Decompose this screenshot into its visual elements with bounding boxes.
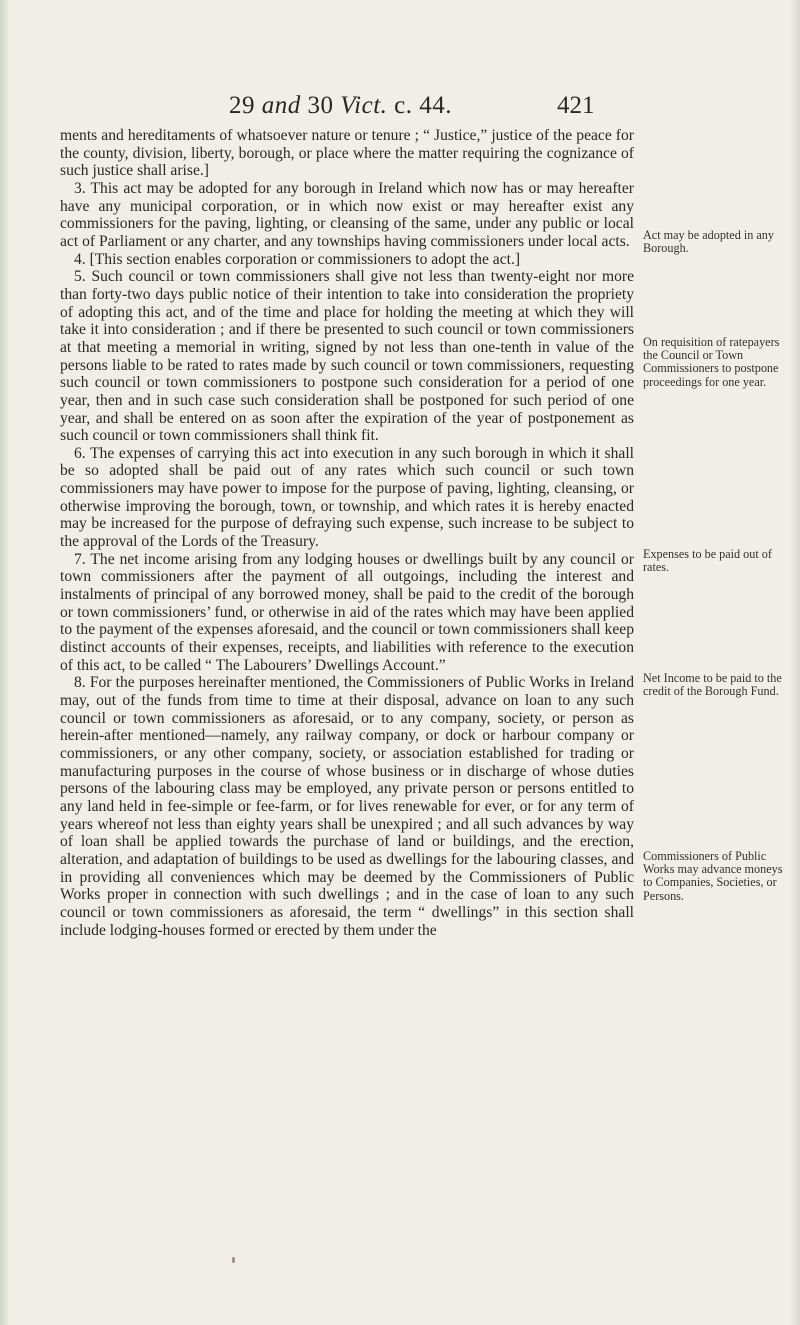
page-header <box>0 92 800 122</box>
page-edge-left <box>0 0 8 1325</box>
paragraph-section-8: 8. For the purposes hereinafter mentioned, the Commissioners of Public Works in Ireland may, out of the funds from time to time at their disposal, advance on loan to any such council or town commissioners as aforesaid, or to any company, society, or person as herein-after mentioned—namely, any railway company, or dock or harbour company or commissioners, or any other company, society, or association established for trading or manufacturing purposes in the course of whose business or in discharge of whose duties persons of the labouring class may be employed, any private person or persons entitled to any land held in fee-simple or fee-farm, or for lives renewable for ever, or for any term of years whereof not less than eighty years shall be unexpired ; and all such advances by way of loan shall be applied towards the purchase of land or buildings, and the erection, alteration, and adaptation of buildings to be used as dwellings for the labouring classes, and in providing all conveniences which may be deemed by the Commissioners of Public Works proper in connection with such dwellings ; and in the case of loan to any such council or town commissioners as aforesaid, the term “ dwellings” in this section shall include lodging-houses formed or erected by them under the <box>60 674 634 939</box>
paragraph: ments and hereditaments of whatsoever nature or tenure ; “ Justice,” justice of the peace for the county, division, liberty, borough, or place where the matter requiring the cognizance of such justice shall arise.] <box>60 127 634 180</box>
paragraph-section-4: 4. [This section enables corporation or commissioners to adopt the act.] <box>74 250 521 268</box>
side-note: Commissioners of Public Works may advance moneys to Companies, Societies, or Persons. <box>643 849 783 903</box>
side-note: Expenses to be paid out of rates. <box>643 547 772 575</box>
paragraph-section-5: 5. Such council or town commissioners shall give not less than twenty-eight nor more than forty-two days public notice of their intention to take into consideration the propriety of adopting this act, and of the time and place for holding the meeting at which they will take it into consideration ; and if there be presented to such council or town commissioners at that meeting a memorial in writing, signed by not less than one-tenth in value of the persons liable to be rated to rates made by such council or town commissioners, requesting such council or town commissioners to postpone such consideration for a period of one year, then and in such case such consideration shall be postponed for such period of one year, and shall be entered on as soon after the expiration of the year of postponement as such council or town commissioners shall think fit. <box>60 268 634 445</box>
running-title <box>229 92 452 120</box>
page-edge-right <box>790 0 800 1325</box>
running-title-part: 29 <box>229 92 262 119</box>
running-title-part: c. 44. <box>387 92 453 119</box>
paragraph-section-3: 3. This act may be adopted for any borough in Ireland which now has or may hereafter have any municipal corporation, or in which now exist or may hereafter exist any commissioners for the paving, lighting, or cleansing of the same, under any public or local act of Parliament or any charter, and any townships having commissioners under local acts. <box>60 179 634 250</box>
paragraph-section-7: 7. The net income arising from any lodging houses or dwellings built by any council or town commissioners after the payment of all outgoings, including the interest and instalments of principal of any borrowed money, shall be paid to the credit of the borough or town commissioners’ fund, or otherwise in aid of the rates which may have been applied to the payment of the expenses aforesaid, and the council or town commissioners shall keep distinct accounts of their expenses, receipts, and liabilities with reference to the execution of this act, to be called “ The Labourers’ Dwellings Account.” <box>60 550 634 674</box>
running-title-part: Vict. <box>340 92 388 119</box>
side-note: Net Income to be paid to the credit of the Borough Fund. <box>643 671 782 699</box>
paragraph-section-6: 6. The expenses of carrying this act into execution in any such borough in which it shall be so adopted shall be paid out of any rates which such council or such town commissioners may have power to impose for the purpose of paving, lighting, cleansing, or otherwise improving the borough, town, or township, and which rates it is hereby enacted may be increased for the purpose of defraying such expense, such increase to be subject to the approval of the Lords of the Treasury. <box>60 444 634 551</box>
side-note: Act may be adopted in any Borough. <box>643 228 774 256</box>
running-title-part: and <box>261 92 301 119</box>
ink-mark <box>232 1257 235 1263</box>
body-text <box>60 127 634 939</box>
side-note: On requisition of ratepayers the Council or Town Commissioners to postpone proceedings for one year. <box>643 335 780 389</box>
page-number: 421 <box>557 92 595 119</box>
running-title-part: 30 <box>300 92 341 119</box>
